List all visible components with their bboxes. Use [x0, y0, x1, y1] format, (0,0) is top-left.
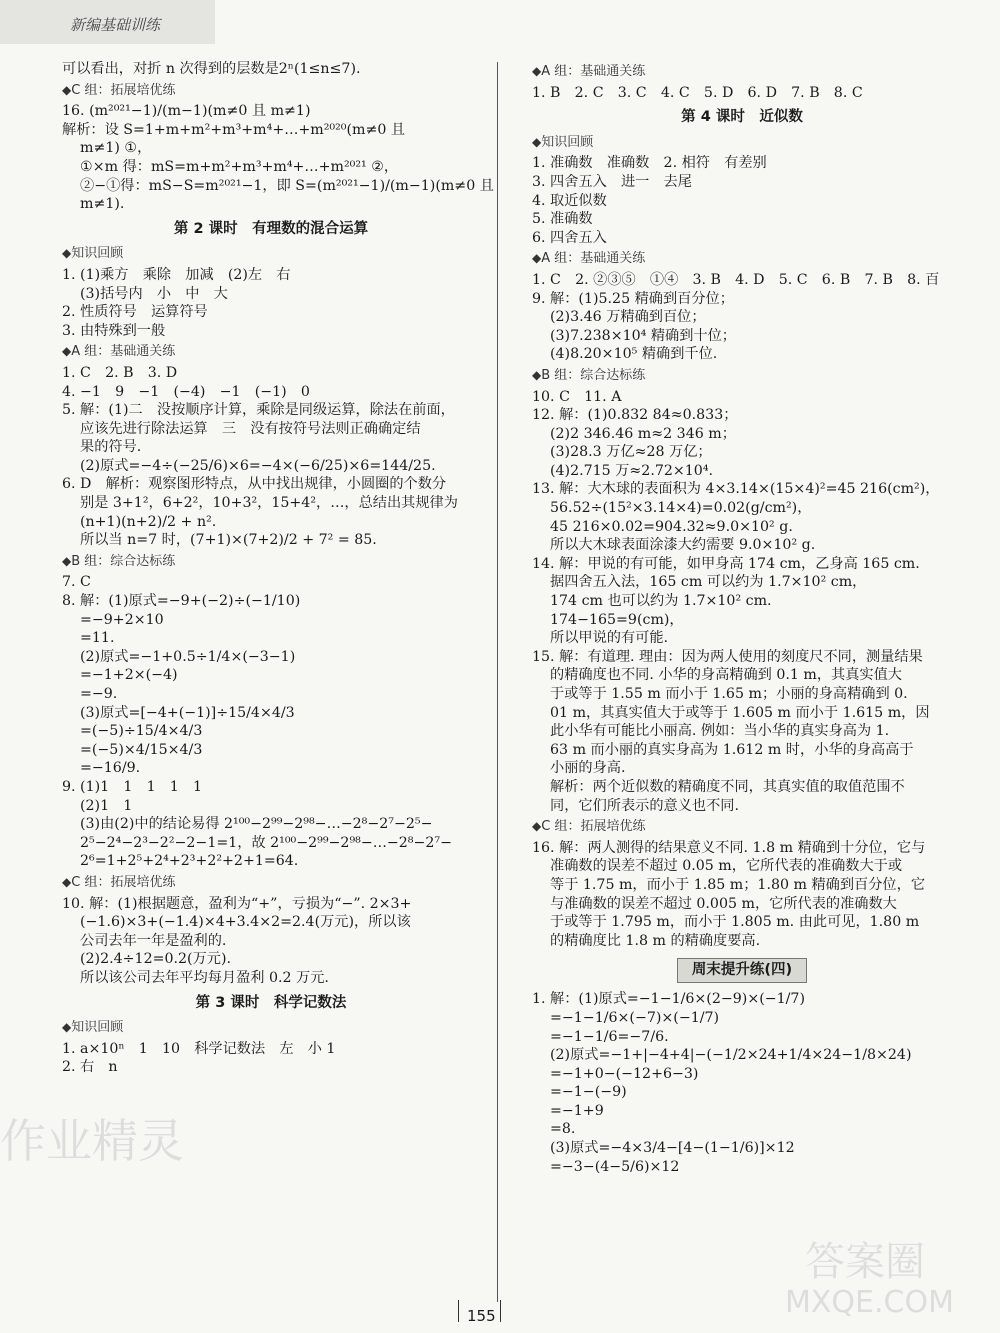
answer-line: 所以该公司去年平均每月盈利 0.2 万元. [80, 969, 329, 986]
answer-line: 解析：两个近似数的精确度不同，其真实值的取值范围不 [550, 778, 905, 795]
answer-line: 14. 解：甲说的有可能，如甲身高 174 cm，乙身高 165 cm. [532, 555, 920, 572]
answer-line: ②−①得：mS−S=m²⁰²¹−1，即 S=(m²⁰²¹−1)/(m−1)(m≠0 且 [80, 177, 494, 194]
answer-line: =−1+9 [550, 1102, 604, 1119]
weekly-practice-banner [635, 958, 850, 984]
answer-line: 于或等于 1.795 m，而小于 1.805 m. 由此可见，1.80 m [550, 914, 920, 931]
section-heading-label: A 组：基础通关练 [541, 64, 646, 79]
section-heading-label: B 组：综合达标练 [541, 367, 646, 383]
answer-line: 2. 右 n [62, 1059, 118, 1076]
section-heading-label: C 组：拓展培优练 [71, 874, 176, 890]
answer-line: 63 m 而小丽的真实身高为 1.612 m 时，小华的身高高于 [550, 741, 914, 758]
answer-line: 13. 解：大木球的表面积为 4×3.14×(15×4)²=45 216(cm²)， [532, 481, 940, 498]
answer-line: 174−165=9(cm)， [550, 611, 684, 628]
weekly-practice-title: 周末提升练(四) [677, 958, 807, 983]
answer-line: =(−5)÷15/4×4/3 [80, 723, 203, 740]
section-heading-label: 知识回顾 [71, 1020, 124, 1036]
answer-line: (2)2.4÷12=0.2(万元). [80, 951, 232, 968]
answer-line: (3)7.238×10⁴ 精确到十位； [550, 327, 736, 344]
answer-line: =8. [550, 1121, 576, 1138]
answer-line: (2)原式=−1+|−4+4|−(−1/2×24+1/4×24−1/8×24) [550, 1047, 912, 1064]
answer-line: 1. 解：(1)原式=−1−1/6×(2−9)×(−1/7) [532, 991, 805, 1008]
section-heading [532, 133, 952, 153]
answer-line: =−3−(4−5/6)×12 [550, 1158, 680, 1175]
section-heading-label: C 组：拓展培优练 [541, 819, 646, 835]
section-heading-label: 知识回顾 [541, 134, 594, 150]
answer-line: 5. 准确数 [532, 211, 593, 228]
answer-line: (2)原式=−4÷(−25/6)×6=−4×(−6/25)×6=144/25. [80, 457, 436, 474]
page-number-bar-right [500, 1300, 501, 1322]
answer-line: =11. [80, 630, 115, 647]
lesson-title: 第 4 课时 近似数 [681, 109, 803, 126]
section-heading [62, 244, 480, 264]
lesson-title: 第 3 课时 科学记数法 [195, 994, 347, 1011]
answer-line: 于或等于 1.55 m 而小于 1.65 m；小丽的身高精确到 0. [550, 686, 908, 702]
answer-line: 5. 解：(1)二 没按顺序计算，乘除是同级运算，除法在前面， [62, 402, 455, 419]
answer-line: 7. C [62, 574, 91, 591]
answer-line: 9. (1)1 1 1 1 1 [62, 778, 203, 795]
answer-line: (2)原式=−1+0.5÷1/4×(−3−1) [80, 648, 296, 665]
answer-line: (3)28.3 万亿≈28 万亿； [550, 444, 712, 461]
diamond-icon: ◆ [62, 1020, 72, 1035]
answer-line: (n+1)(n+2)/2 + n². [80, 513, 217, 530]
section-heading [62, 81, 480, 101]
answer-line: (−1.6)×3+(−1.4)×4+3.4×2=2.4(万元)，所以该 [80, 914, 411, 931]
page-header-band [0, 0, 215, 44]
answer-line: (2)3.46 万精确到百位； [550, 309, 706, 326]
answer-line: 1. 准确数 准确数 2. 相符 有差别 [532, 155, 767, 172]
section-heading [62, 552, 480, 572]
answer-line: 与准确数的误差不超过 0.005 m，它所代表的准确数大 [550, 895, 897, 912]
section-heading [532, 249, 952, 269]
section-heading [532, 817, 952, 837]
answer-line: =−1−1/6=−7/6. [550, 1028, 669, 1045]
diamond-icon: ◆ [62, 246, 72, 261]
answer-line: 174 cm 也可以约为 1.7×10² cm. [550, 593, 772, 610]
left-column [62, 60, 494, 1077]
answer-line: 别是 3+1²，6+2²，10+3²，15+4²，…，总结出其规律为 [80, 495, 458, 512]
answer-line: =−9+2×10 [80, 611, 164, 628]
answer-line: 2⁶=1+2⁵+2⁴+2³+2²+2+1=64. [80, 853, 299, 870]
answer-line: 1. C 2. ②③⑤ ①④ 3. B 4. D 5. C 6. B 7. B 8. 百 [532, 271, 940, 288]
answer-line: 解析：设 S=1+m+m²+m³+m⁴+…+m²⁰²⁰(m≠0 且 [62, 121, 406, 138]
section-heading [532, 366, 952, 386]
diamond-icon: ◆ [532, 251, 542, 266]
answer-line: 01 m，其真实值大于或等于 1.605 m 而小于 1.615 m，因 [550, 704, 930, 721]
answer-line: (2)2 346.46 m≈2 346 m； [550, 425, 736, 442]
answer-line: (4)2.715 万≈2.72×10⁴. [550, 462, 714, 479]
answer-line: (3)原式=−4×3/4−[4−(1−1/6)]×12 [550, 1140, 795, 1157]
answer-line: =−1−1/6×(−7)×(−1/7) [550, 1009, 720, 1026]
answer-line: 4. 取近似数 [532, 192, 607, 209]
answer-line: =−1+2×(−4) [80, 667, 178, 684]
answer-line: 据四舍五入法，165 cm 可以约为 1.7×10² cm， [550, 574, 867, 591]
answer-line: 3. 由特殊到一般 [62, 322, 166, 339]
answer-line: 同，它们所表示的意义也不同. [550, 797, 739, 814]
answer-line: (3)括号内 小 中 大 [80, 285, 228, 302]
section-heading [62, 342, 480, 362]
answer-line: 3. 四舍五入 进一 去尾 [532, 173, 692, 190]
section-heading [62, 1018, 480, 1038]
answer-line: 所以当 n=7 时，(7+1)×(7+2)/2 + 7² = 85. [80, 532, 377, 549]
diamond-icon: ◆ [532, 367, 542, 382]
diamond-icon: ◆ [62, 874, 72, 889]
answer-line: 16. 解：两人测得的结果意义不同. 1.8 m 精确到十分位，它与 [532, 839, 926, 856]
lesson-title: 第 2 课时 有理数的混合运算 [173, 220, 369, 237]
answer-line: 9. 解：(1)5.25 精确到百分位； [532, 290, 734, 307]
diamond-icon: ◆ [532, 819, 542, 834]
answer-line: 1. C 2. B 3. D [62, 364, 178, 381]
answer-line: 6. D 解析：观察图形特点，从中找出规律，小圆圈的个数分 [62, 476, 447, 493]
answer-line: 公司去年一年是盈利的. [80, 932, 227, 949]
answer-line: (4)8.20×10⁵ 精确到千位. [550, 346, 718, 363]
diamond-icon: ◆ [62, 82, 72, 97]
answer-line: 56.52÷(15²×3.14×4)=0.02(g/cm²)， [550, 500, 812, 517]
answer-line: 1. a×10ⁿ 1 10 科学记数法 左 小 1 [62, 1040, 336, 1057]
answer-line: =−1+0−(−12+6−3) [550, 1065, 699, 1082]
answer-line: 16. (m²⁰²¹−1)/(m−1)(m≠0 且 m≠1) [62, 103, 311, 120]
answer-line: 果的符号. [80, 439, 142, 456]
section-heading-label: 知识回顾 [71, 246, 124, 262]
watermark-url: MXQE.COM [785, 1285, 954, 1320]
answer-line: 应该先进行除法运算 三 没有按符号法则正确确定结 [80, 420, 421, 437]
answer-line: 6. 四舍五入 [532, 229, 607, 246]
answer-line: 2. 性质符号 运算符号 [62, 304, 208, 321]
right-column [532, 60, 952, 1176]
header-title: 新编基础训练 [70, 16, 161, 34]
answer-line: 15. 解：有道理. 理由：因为两人使用的刻度尺不同，测量结果 [532, 648, 923, 665]
diamond-icon: ◆ [62, 553, 72, 568]
answer-line: 12. 解：(1)0.832 84≈0.833； [532, 407, 738, 424]
page-number: 155 [467, 1307, 496, 1325]
section-heading-label: C 组：拓展培优练 [71, 82, 176, 98]
answer-line: =−9. [80, 686, 118, 702]
answer-line: m≠1). [80, 196, 125, 213]
answer-line: (2)1 1 [80, 797, 133, 814]
answer-line: =(−5)×4/15×4/3 [80, 741, 203, 758]
answer-line: 小丽的身高. [550, 760, 626, 777]
section-heading-label: B 组：综合达标练 [71, 553, 176, 569]
diamond-icon: ◆ [532, 134, 542, 149]
answer-line: 8. 解：(1)原式=−9+(−2)÷(−1/10) [62, 593, 301, 610]
answer-line: 2⁵−2⁴−2³−2²−2−1=1，故 2¹⁰⁰−2⁹⁹−2⁹⁸−…−2⁸−2⁷− [80, 834, 452, 851]
answer-line: =−16/9. [80, 760, 141, 777]
answer-line: (3)原式=[−4+(−1)]÷15/4×4/3 [80, 704, 295, 721]
answer-line: 此小华有可能比小丽高. 例如：当小华的真实身高为 1. [550, 723, 890, 740]
watermark-logo: 答案圈 [805, 1239, 925, 1285]
answer-line: (3)由(2)中的结论易得 2¹⁰⁰−2⁹⁹−2⁹⁸−…−2⁸−2⁷−2⁵− [80, 816, 433, 833]
answer-line: 10. C 11. A [532, 388, 622, 405]
diamond-icon: ◆ [62, 344, 72, 359]
answer-line: 1. B 2. C 3. C 4. C 5. D 6. D 7. B 8. C [532, 84, 863, 101]
answer-line: 45 216×0.02=904.32≈9.0×10² g. [550, 518, 793, 535]
column-divider [497, 62, 498, 1302]
section-heading-label: A 组：基础通关练 [71, 344, 176, 360]
page-number-bar-left [458, 1300, 459, 1322]
answer-line: 的精确度也不同. 小华的身高精确到 0.1 m，其真实值大 [550, 667, 902, 684]
section-heading [532, 62, 952, 82]
answer-line: 所以甲说的有可能. [550, 630, 669, 647]
watermark-stamp: 作业精灵 [0, 1114, 184, 1168]
section-heading [62, 873, 480, 893]
answer-line: 1. (1)乘方 乘除 加减 (2)左 右 [62, 266, 291, 283]
answer-line: =−1−(−9) [550, 1084, 627, 1101]
answer-line: 可以看出，对折 n 次得到的层数是2ⁿ(1≤n≤7). [62, 61, 361, 77]
answer-line: 10. 解：(1)根据题意，盈利为“+”，亏损为“−”. 2×3+ [62, 895, 412, 912]
answer-line: 等于 1.75 m，而小于 1.85 m；1.80 m 精确到百分位，它 [550, 876, 926, 893]
answer-line: m≠1) ①， [80, 140, 152, 157]
answer-line: ①×m 得：mS=m+m²+m³+m⁴+…+m²⁰²¹ ②， [80, 158, 399, 175]
diamond-icon: ◆ [532, 64, 542, 78]
answer-line: 准确数的误差不超过 0.05 m，它所代表的准确数大于或 [550, 858, 903, 875]
answer-line: 的精确度比 1.8 m 的精确度要高. [550, 932, 761, 949]
answer-line: 4. −1 9 −1 (−4) −1 (−1) 0 [62, 383, 310, 400]
answer-line: 所以大木球表面涂漆大约需要 9.0×10² g. [550, 537, 816, 554]
section-heading-label: A 组：基础通关练 [541, 251, 646, 267]
